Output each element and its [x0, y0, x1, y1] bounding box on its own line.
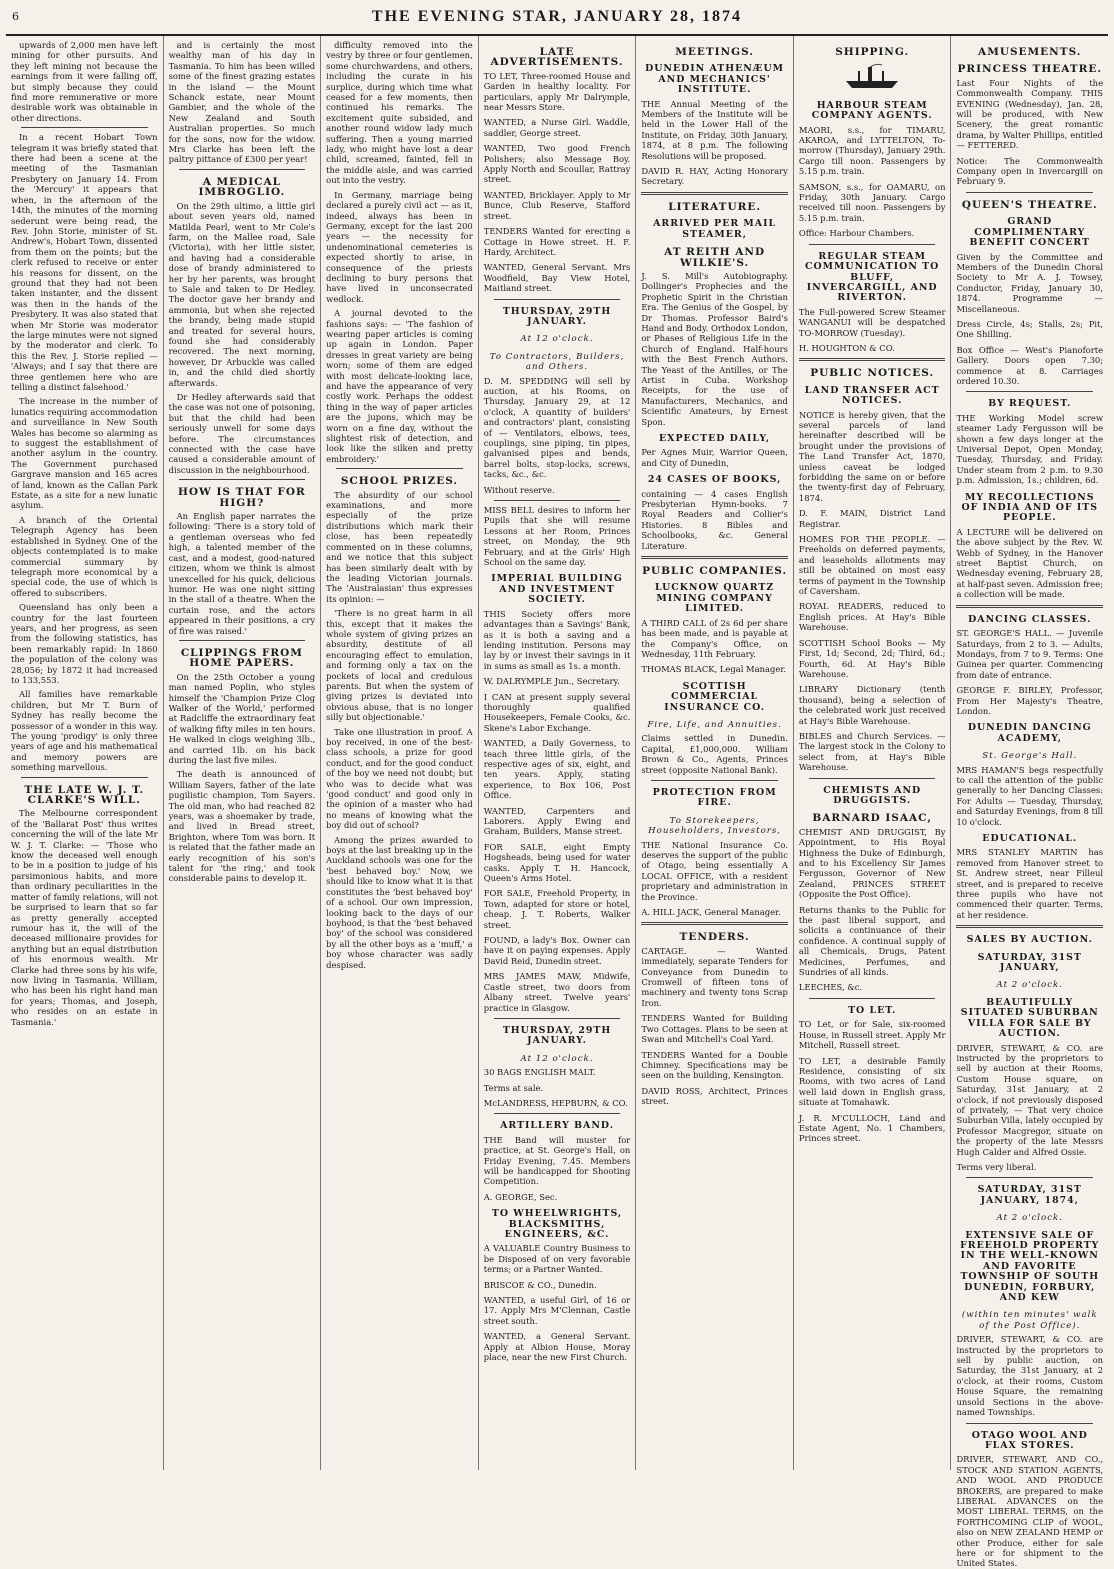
shipping-notice: The Full-powered Screw Steamer WANGANUI will be despatched TO-MORROW (Tuesday).	[798, 306, 946, 338]
section-heading: TENDERS.	[679, 931, 750, 944]
company-notice: Claims settled in Dunedin. Capital, £1,000,000. William Brown & Co., Agents, Princes street (opposite National Bank).	[641, 733, 788, 775]
article-text: and is certainly the most wealthy man of his day in Tasmania. To him has been willed some of the finest grazing estates in the island — the Mount Schanck estate, near Mount Gambier, and the whole of the New Zealand and South Australian properties. So much for the sons, now for the widow. Mrs Clarke has been left the paltry pittance of £300 per year!	[168, 40, 316, 165]
divider	[809, 778, 936, 779]
classified-ad: MRS JAMES MAW, Midwife, Castle street, two doors from Albany street. Twelve years' practice in Glasgow.	[483, 971, 631, 1013]
classified-ad: THIS Society offers more advantages than a Savings' Bank, as it is both a saving and a lending institution. Persons may lay by or invest their savings in it in sums as small as 1s. a month.	[483, 608, 631, 671]
article-text: All families have remarkable children, but Mr T. Burn of Sydney has really become the possessor of a wonder in this way. The young 'prodigy' is only three years of age and his mathematical and memory powers are something marvellous.	[11, 689, 158, 773]
section-heading: PUBLIC COMPANIES.	[642, 565, 788, 578]
newspaper-title: THE EVENING STAR, JANUARY 28, 1874	[371, 8, 743, 25]
article-text: An English paper narrates the following: 'There is a story told of a gentleman overseas who fed high, a talented member of the cast, and a modest, good-natured citizen, whom we think is almost unexcelled for his quick, delicious humor. He was one night sitting in the stall of a theatre. When the curtain rose, and the actors appeared in their positions, a cry of fire was raised.'	[168, 511, 316, 636]
education-notice: MRS STANLEY MARTIN has removed from Hanover street to St. Andrew street, near Filleul street, and is prepared to receive three pupils who have not commenced their quarter. Terms, at her residence.	[956, 847, 1104, 920]
classified-ad: WANTED, a Daily Governess, to teach three little girls, of the respective ages of six, eight, and ten years. Apply, stating experience, to Box 106, Post Office.	[483, 738, 631, 801]
ad-signature: THOMAS BLACK, Legal Manager.	[641, 664, 787, 675]
columns	[6, 36, 1108, 1569]
classified-ad: DRIVER, STEWART, AND CO., STOCK AND STATION AGENTS, AND WOOL AND PRODUCE BROKERS, are prepared to make LIBERAL ADVANCES on the MOST LIBERAL TERMS, on the FORTHCOMING CLIP of WOOL, also on NEW ZEALAND HEMP or other Produce, either for sale here or for shipment to the United States.	[956, 1454, 1104, 1569]
divider	[809, 244, 936, 245]
divider	[494, 299, 621, 300]
classified-ad: A VALUABLE Country Business to be Disposed of on very favorable terms; or a Partner Wanted.	[483, 1243, 631, 1275]
ad-signature: DAVID ROSS, Architect, Princes street.	[641, 1085, 788, 1107]
concert-notice: Given by the Committee and Members of the Dunedin Choral Society to Mr A. J. Towsey, Conductor, Friday, January 30, 1874. Programme — Miscellaneous.	[956, 251, 1104, 314]
article-text: 'There is no great harm in all this, except that it makes the whole system of giving prizes an absurdity, destitute of all encouraging effect to emulation, and forming only a tax on the pockets of local and credulous parents. But when the system of giving prizes is deviated into obvious abuse, that is no longer silly but objectionable.'	[326, 608, 473, 723]
ad-signature: A. HILL JACK, General Manager.	[641, 907, 781, 918]
section-heading: EDUCATIONAL.	[982, 833, 1078, 844]
ad-title: EXPECTED DAILY,	[659, 433, 771, 444]
classified-ad: WANTED, Two good French Polishers; also Message Boy. Apply North and Scoullar, Rattray street.	[483, 143, 631, 185]
article-text: Queensland has only been a country for the last fourteen years, and her progress, as seen from the following statistics, has been remarkably rapid: In 1860 the population of the colony was 28,056; by 1872 it had increased to 133,553.	[11, 602, 158, 685]
ad-title: SCOTTISH COMMERCIAL INSURANCE CO.	[664, 680, 765, 713]
auction-terms: Terms at sale.	[483, 1082, 544, 1093]
article-text: The absurdity of our school examinations, and more especially of the prize distributions which mark their close, has been repeatedly commented on in these columns, and we notice that this subject has been similarly dealt with by the leading Victorian journals. The 'Australasian' thus expresses its opinion: —	[326, 489, 473, 604]
ad-signature: W. DALRYMPLE Jun., Secretary.	[483, 676, 620, 687]
section-heading: LITERATURE.	[668, 200, 761, 213]
section-heading: SALES BY AUCTION.	[966, 934, 1093, 946]
classified-ad: TO Let, or for Sale, six-roomed House, in Russell street. Apply Mr Mitchell, Russell street.	[798, 1019, 946, 1051]
box-office-info: Box Office — West's Pianoforte Gallery. Doors open 7.30; commence at 8. Carriages ordered 10.30.	[956, 344, 1104, 386]
divider	[809, 998, 936, 999]
classified-ad: WANTED, Carpenters and Laborers. Apply Ewing and Graham, Builders, Manse street.	[483, 805, 631, 837]
ad-signature: DAVID R. HAY, Acting Honorary Secretary.	[641, 166, 788, 187]
masthead	[6, 0, 1108, 36]
divider	[21, 127, 148, 128]
divider	[336, 468, 463, 469]
chemist-name: BARNARD ISAAC,	[812, 812, 932, 825]
divider	[956, 925, 1103, 928]
ad-signature: J. R. M'CULLOCH, Land and Estate Agent, No. 1 Chambers, Princes street.	[798, 1112, 946, 1144]
auction-time: At 2 o'clock.	[996, 1213, 1063, 1224]
article-text: In Germany, marriage being declared a purely civil act — as it, indeed, always has been in Germany, except for the last 200 years — the necessity for undenominational cemeteries is expected shortly to arise, in consequence of the priests declining to bury persons that have lived in unconsecrated wedlock.	[326, 189, 473, 304]
ad-signature: D. F. MAIN, District Land Registrar.	[798, 508, 946, 529]
article-heading: HOW IS THAT FOR HIGH?	[177, 486, 306, 509]
article-text: Dr Hedley afterwards said that the case was not one of poisoning, but that the child had been seriously unwell for some days before. The circumstances connected with the case have caused a considerable amount of discussion in the neighbourhood.	[168, 392, 316, 475]
article-text: A journal devoted to the fashions says: — 'The fashion of wearing paper articles is coming up again in London. Paper dresses in great variety are being worn; some of them are edged with most delicate-looking lace, and have the appearance of very costly work. Perhaps the oddest thing in the way of paper articles are the jupons, which may be worn on a fine day, without the slightest risk of detection, and look like the silken and pretty embroidery.'	[326, 308, 473, 464]
auctioneer-name: McLANDRESS, HEPBURN, & CO.	[483, 1097, 628, 1108]
classified-ad: TO LET, Three-roomed House and Garden in healthy locality. For particulars, apply Mr Dalrymple, near Messrs Store.	[483, 70, 631, 113]
classified-ad: WANTED, a Nurse Girl. Waddle, saddler, George street.	[483, 117, 631, 138]
classified-ad: WANTED, a General Servant. Apply at Albion House, Moray place, near the new First Church.	[483, 1331, 631, 1363]
public-notice: LIBRARY Dictionary (tenth thousand), being a selection of the celebrated work just received at Hay's Bible Warehouse.	[798, 684, 946, 726]
ad-title: DUNEDIN ATHENÆUM AND MECHANICS' INSTITUTE.	[645, 63, 785, 96]
divider	[179, 640, 306, 641]
classified-ad: TENDERS Wanted for erecting a Cottage in Howe street. H. F. Hardy, Architect.	[483, 226, 631, 257]
divider	[966, 192, 1093, 193]
ad-subtitle: Fire, Life, and Annuities.	[647, 719, 782, 730]
article-heading: CLIPPINGS FROM HOME PAPERS.	[180, 646, 303, 670]
auction-time: At 12 o'clock.	[520, 334, 594, 345]
classified-ad: THE Band will muster for practice, at St. George's Hall, on Friday Evening, 7.45. Members will be handicapped for Shooting Competition.	[483, 1134, 631, 1187]
page-folio: 6	[12, 10, 19, 23]
auction-notice: D. M. SPEDDING will sell by auction, at his Rooms, on Thursday, January 29, at 12 o'clock, A quantity of builders' and contractors' plant, consisting of — Ventilators, elbows, tees, couplings, sine piping, tin pipes, galvanised pipes and bends, barrel bolts, stop-locks, screws, tacks, &c., &c.	[483, 375, 631, 480]
column-7	[950, 36, 1108, 1569]
article-text: Among the prizes awarded to boys at the last breaking up in the Auckland schools was one for the 'best behaved boy.' Now, we should like to know what it is that constitutes the 'best behaved boy' of a school. Our own impression, looking back to the days of our boyhood, is that the 'best behaved boy' of the school was considered by all the other boys as a 'muff,' a boy whose character was sadly despised.	[326, 834, 473, 970]
classified-ad: WANTED, General Servant. Mrs Woodfield, Bay View Hotel, Maitland street.	[483, 262, 631, 294]
public-notice: ROYAL READERS, reduced to English prices. At Hay's Bible Warehouse.	[798, 601, 946, 633]
divider	[966, 1177, 1093, 1178]
divider	[641, 192, 788, 195]
section-heading: ARTILLERY BAND.	[500, 1120, 614, 1132]
divider	[21, 777, 148, 778]
divider	[641, 556, 788, 559]
chemist-notice: Returns thanks to the Public for the past liberal support, and solicits a continuance of their confidence. A continual supply of all Chemicals, Drugs, Patent Medicines, Perfumes, and Sundries of all kinds.	[798, 904, 946, 978]
classified-ad: FOR SALE, Freehold Property, in Town, adapted for store or hotel, cheap. J. T. Roberts, Walker street.	[483, 888, 631, 930]
article-heading: THE LATE W. J. T. CLARKE'S WILL.	[24, 783, 145, 807]
company-notice: THE National Insurance Co. deserves the support of the public of Otago, being essentially A LOCAL OFFICE, with a resident proprietary and administration in the Province.	[641, 839, 788, 902]
shipping-notice: SAMSON, s.s., for OAMARU, on Friday, 30th January. Cargo received till noon. Passengers by 5.15 p.m. train.	[798, 181, 946, 223]
public-notice: HOMES FOR THE PEOPLE. — Freeholds on deferred payments, and leaseholds allotments may still be obtained on most easy terms of payment in the Township of Caversham.	[798, 534, 946, 597]
classified-ad: I CAN at present supply several thoroughly qualified Housekeepers, Female Cooks, &c. Skene's Labor Exchange.	[483, 691, 631, 733]
auction-notice: DRIVER, STEWART, & CO. are instructed by the proprietors to sell by auction at their Rooms, Custom House square, on Saturday, 31st January, at 2 o'clock, if not previously disposed of privately, — That very choice Suburban Villa, lately occupied by Professor Macgregor, situate on the property of the late Messrs Hugh Calder and Alfred Ossie.	[956, 1042, 1104, 1157]
public-notice: NOTICE is hereby given, that the several parcels of land hereinafter described will be brought under the provisions of The Land Transfer Act, 1870, unless caveat be lodged forbidding the same on or before the twenty-first day of February, 1874.	[798, 409, 946, 503]
auction-title: EXTENSIVE SALE OF FREEHOLD PROPERTY IN THE WELL-KNOWN AND FAVORITE TOWNSHIP OF SOUTH DUNEDIN, FORBURY, AND KEW	[960, 1229, 1100, 1304]
section-heading: IMPERIAL BUILDING AND INVESTMENT SOCIETY.	[491, 573, 623, 606]
auction-lot: 30 BAGS ENGLISH MALT.	[483, 1067, 596, 1078]
venue-name: PRINCESS THEATRE.	[957, 63, 1103, 76]
column-2	[163, 36, 321, 1470]
book-list: containing — 4 cases English Presbyterian Hymn-books. 7 Royal Readers and Collier's Histories. 8 Bibles and Schoolbooks, &c. General Literature.	[641, 488, 788, 551]
article-text: On the 25th October a young man named Poplin, who styles himself the 'Champion Prize Clog Walker of the World,' performed at Radcliffe the extraordinary feat of walking fifty miles in ten hours. He walked in clogs weighing 3lb., and carried 1lb. on his back during the last five miles.	[168, 671, 316, 765]
chemist-appointment: CHEMIST AND DRUGGIST, By Appointment, to His Royal Highness the Duke of Edinburgh, and to his Excellency Sir James Fergusson, Governor of New Zealand, PRINCES STREET (Opposite the Post Office).	[798, 826, 946, 900]
ad-title: LUCKNOW QUARTZ MINING COMPANY LIMITED.	[655, 582, 775, 615]
auction-subtitle: (within ten minutes' walk of the Post Office).	[961, 1310, 1098, 1331]
tender-notice: TENDERS Wanted for a Double Chimney. Specifications may be seen on the building, Kensington.	[641, 1049, 788, 1081]
steamship-icon	[799, 61, 946, 93]
shipping-notice: MAORI, s.s., for TIMARU, AKAROA, and LYTTELTON, To-morrow (Thursday), January 29th. Cargo till noon. Passengers by 5.15 p.m. train.	[798, 124, 946, 177]
public-notice: SCOTTISH School Books — My First, 1d; Second, 2d; Third, 6d.; Fourth, 6d. At Hay's Bible Warehouse.	[798, 637, 946, 679]
article-heading: SCHOOL PRIZES.	[340, 475, 459, 488]
meeting-notice: THE Annual Meeting of the Members of the Institute will be held in the Lower Hall of the Institute, on Friday, 30th January, 1874, at 8 p.m. The following Resolutions will be proposed.	[641, 98, 788, 161]
divider	[799, 358, 946, 361]
company-notice: A THIRD CALL of 2s 6d per share has been made, and is payable at the Company's Office, on Wednesday, 11th February.	[641, 617, 788, 659]
classified-ad: FOUND, a lady's Box. Owner can have it on paying expenses. Apply David Reid, Dunedin street.	[483, 935, 631, 966]
section-heading: CHEMISTS AND DRUGGISTS.	[823, 784, 922, 806]
ad-title: 24 CASES OF BOOKS,	[647, 474, 782, 486]
dancing-notice: ST. GEORGE'S HALL. — Juvenile Saturdays, from 2 to 3. — Adults, Mondays, from 7 to 9. Terms: One Guinea per quarter. Commencing from date of entrance.	[956, 628, 1104, 680]
classified-ad: FOR SALE, eight Empty Hogsheads, being used for water casks. Apply T. H. Hancock, Queen's Arms Hotel.	[483, 841, 631, 884]
classified-ad: TO LET, a desirable Family Residence, consisting of six Rooms, with two acres of Land well laid down in English grass, situate at Tomahawk.	[798, 1055, 946, 1108]
section-heading: TO LET.	[848, 1004, 897, 1016]
section-heading: PUBLIC NOTICES.	[810, 367, 935, 380]
ad-title: LAND TRANSFER ACT NOTICES.	[804, 384, 940, 407]
classified-ad: WANTED, a useful Girl, of 16 or 17. Apply Mrs M'Clennan, Castle street south.	[483, 1295, 631, 1326]
theatre-notice: Last Four Nights of the Commonwealth Company. THIS EVENING (Wednesday), Jan. 28, will be produced, with New Scenery, the great romantic drama, by Walter Phillips, entitled — FETTERED.	[956, 77, 1104, 151]
column-6	[793, 36, 951, 1470]
section-heading: DANCING CLASSES.	[968, 613, 1092, 625]
ad-subtitle: To Storekeepers, Householders, Investors,	[648, 815, 782, 837]
ad-title: ARRIVED PER MAIL STEAMER,	[653, 218, 777, 240]
article-text: upwards of 2,000 men have left mining for other pursuits. And they left mining not because the earnings from it were falling off, but simply because they could find more remunerative or more desirable work was obtainable in other directions.	[11, 40, 158, 123]
section-heading: MEETINGS.	[675, 46, 754, 58]
ad-title: DUNEDIN DANCING ACADEMY,	[967, 722, 1092, 744]
section-heading: LATE ADVERTISEMENTS.	[490, 46, 624, 69]
section-heading: PROTECTION FROM FIRE.	[652, 786, 777, 809]
article-heading: A MEDICAL IMBROGLIO.	[198, 175, 286, 199]
article-text: difficulty removed into the vestry by three or four gentlemen, some churchwardens, and others, including the curate in his surplice, during which time what ceased for a few moments, then continued his remarks. The excitement quite subsided, and another round widow lady much suffering. Then a young married lady, who might have lost a dear child, screamed, fainted, fell in the middle aisle, and was carried out into the vestry.	[326, 40, 473, 186]
auction-audience: To Contractors, Builders, and Others.	[489, 351, 625, 373]
article-text: On the 29th ultimo, a little girl about seven years old, named Matilda Pearl, went to Mr Cole's farm, on the Mallee road, Sale (Victoria), with her little sister, and having had a considerable dose of brandy administered to her by her parents, was brought to Sale and taken to Dr Hedley. The doctor gave her brandy and ammonia, but when she rejected the brandy, being made stupid and treated for several hours, found she had considerably recovered. The next morning, however, Dr Arbuckle was called in, and the child died shortly afterwards.	[168, 200, 316, 388]
book-list: J. S. Mill's Autobiography. Dollinger's Prophecies and the Prophetic Spirit in the Christian Era. The Genius of the Gospel, by Dr Thomas. Professor Baird's Hand and Body. Orthodox London, or Phases of Religious Life in the Church of England. Half-hours with the Best French Authors. The Yeast of the Antilles, or The Artist in Cuba. Workshop Receipts, for the use of Manufacturers, Mechanics, and Scientific Amateurs, by Ernest Spon.	[641, 270, 788, 427]
section-heading: SHIPPING.	[835, 46, 910, 58]
divider	[494, 500, 621, 501]
auction-terms: Terms very liberal.	[956, 1161, 1037, 1172]
exhibition-notice: THE Working Model screw steamer Lady Fergusson will be shown a few days longer at the Universal Depot, Open Monday, Tuesday, Thursday, and Friday. Under steam from 2 p.m. to 9.30 p.m. Admission, 1s.; children, 6d.	[956, 412, 1104, 486]
classified-ad: MISS BELL desires to inform her Pupils that she will resume Lessons at her Room, Princes street, on Monday, the 9th February, and at the Girls' High School on the same day.	[483, 505, 631, 568]
section-heading: AMUSEMENTS.	[978, 46, 1082, 58]
auction-title: BEAUTIFULLY SITUATED SUBURBAN VILLA FOR SALE BY AUCTION.	[960, 996, 1099, 1040]
dancing-notice: MRS HAMAN'S begs respectfully to call the attention of the public generally to her Dancing Classes: For Adults — Tuesday, Thursday, and Saturday Evenings, from 8 till 10 o'clock.	[956, 764, 1104, 827]
auction-notice: DRIVER, STEWART, & CO. are instructed by the proprietors to sell by public auction, on Saturday, the 31st January, at 2 o'clock, at their rooms, Custom House Square, the remaining unsold Sections in the above-named Townships.	[956, 1334, 1104, 1418]
divider	[651, 780, 778, 781]
divider	[494, 1113, 621, 1114]
article-text: In a recent Hobart Town telegram it was briefly stated that there had been a scene at the meeting of the Tasmanian Presbytery on January 14. From the 'Mercury' it appears that when, in the afternoon of the 14th, the minutes of the morning sederunt were being read, the Rev. John Storie, minister of St. Andrew's, Hobart Town, dissented from them on the points; but the clerk refused to receive or enter his reasons for dissent, on the ground that they had not been taken instanter, and the dissent was then in the hands of the Presbytery. It was also stated that when Mr Storie was moderator the large minutes were not signed by the moderator and clerk. To this the Rev. J. Storie replied — 'Always; and I say that there are three gentlemen here who are telling a distinct falsehood.'	[11, 132, 158, 392]
public-notice: BIBLES and Church Services. — The largest stock in the Colony to select from, at Hay's Bible Warehouse.	[798, 730, 946, 773]
ship-names: Per Agnes Muir, Warrior Queen, and City of Dunedin,	[641, 447, 788, 468]
ad-subtitle: St. George's Hall.	[982, 751, 1078, 762]
auction-terms: Without reserve.	[483, 484, 555, 495]
divider	[966, 391, 1093, 392]
divider	[179, 169, 306, 170]
ad-signature: Office: Harbour Chambers.	[798, 228, 915, 239]
column-3	[320, 36, 478, 1470]
auction-date: THURSDAY, 29TH JANUARY.	[502, 305, 612, 327]
classified-ad: WANTED, Bricklayer. Apply to Mr Bunce, Club Reserve, Stafford street.	[483, 189, 631, 221]
divider	[641, 922, 788, 925]
divider	[966, 1423, 1093, 1424]
tender-notice: TENDERS Wanted for Building Two Cottages. Plans to be seen at Swan and Mitchell's Coal Yard.	[641, 1013, 788, 1045]
article-text: Take one illustration in proof. A boy received, in one of the best-class schools, a prize for good conduct, and for the good conduct of the boy we need not doubt; but who was to decide what was 'good conduct' and good only in the opinion of a master who had no means of knowing what the boy did out of school?	[326, 726, 473, 831]
divider	[956, 605, 1103, 608]
venue-name: QUEEN'S THEATRE.	[961, 198, 1098, 211]
ad-signature: BRISCOE & CO., Dunedin.	[483, 1279, 597, 1290]
auction-date: SATURDAY, 31ST JANUARY, 1874,	[977, 1184, 1082, 1206]
ad-signature: GEORGE F. BIRLEY, Professor, From Her Majesty's Theatre, London.	[956, 685, 1104, 716]
ad-signature: H. HOUGHTON & CO.	[798, 342, 895, 353]
column-1	[6, 36, 163, 1470]
ad-title: MY RECOLLECTIONS OF INDIA AND OF ITS PEOPLE.	[961, 491, 1099, 524]
auction-date: SATURDAY, 31ST JANUARY,	[977, 951, 1082, 974]
article-text: A branch of the Oriental Telegraph Agency has been established in Sydney. One of the objects contemplated is to make commercial summary by telegraph more economical by a special code, the use of which is offered to subscribers.	[11, 514, 158, 598]
auction-date: THURSDAY, 29TH JANUARY.	[502, 1024, 612, 1047]
ticket-prices: Dress Circle, 4s; Stalls, 2s; Pit, One Shilling.	[956, 318, 1104, 340]
ad-title: HARBOUR STEAM COMPANY AGENTS.	[811, 99, 933, 122]
lecture-notice: A LECTURE will be delivered on the above subject by the Rev. W. Webb of Sydney, in the Hanover street Baptist Church, on Wednesday evening, February 28, at half-past seven. Admission free; a collection will be made.	[956, 526, 1104, 600]
auction-time: At 12 o'clock.	[520, 1053, 594, 1064]
article-text: The death is announced of William Sayers, father of the late pugilistic champion, Tom Sayers. The old man, who had reached 82 years, was a shoemaker by trade, and lived in Bread street, Brighton, where Tom was born. It is related that the father made an early recognition of his son's talent for 'the ring,' and took considerable pains to develop it.	[168, 769, 316, 884]
theatre-notice: Notice: The Commonwealth Company open in Invercargill on February 9.	[956, 155, 1104, 187]
tender-notice: CARTAGE. — Wanted immediately, separate Tenders for Conveyance from Dunedin to Cromwell of fifteen tons of machinery and twenty tons Scrap Iron.	[641, 945, 788, 1008]
column-4	[478, 36, 636, 1470]
ad-signature: A. GEORGE, Sec.	[483, 1191, 558, 1202]
section-heading: TO WHEELWRIGHTS, BLACKSMITHS, ENGINEERS, &C.	[491, 1208, 623, 1240]
article-text: The increase in the number of lunatics requiring accommodation and surveillance in New South Wales has become so alarming as to suggest the establishment of another asylum in the country. The Government purchased Gargrave mansion and 165 acres of land, known as the Callan Park Estate, as a site for a new lunatic asylum.	[11, 396, 158, 511]
article-text: The Melbourne correspondent of the 'Ballarat Post' thus writes concerning the will of the late Mr W. J. T. Clarke: — 'Those who know the deceased well enough to be in a position to judge of his parsimonious habits, and more than ordinary peculiarities in the matter of family relations, will not be surprised to learn that so far as pretty generally accepted rumour has it, the will of the deceased millionaire provides for anything but an equal distribution of his enormous wealth. Mr Clarke had three sons by his wife, now living in Tasmania. William, who has been his right hand man for years; Thomas, and Joseph, who resides on an estate in Tasmania.'	[11, 808, 158, 1027]
bookseller-name: AT REITH AND WILKIE'S.	[664, 246, 766, 269]
ad-title: BY REQUEST.	[988, 398, 1072, 410]
ad-subtitle: GRAND COMPLIMENTARY BENEFIT CONCERT	[969, 216, 1090, 249]
section-heading: OTAGO WOOL AND FLAX STORES.	[971, 1429, 1088, 1451]
column-5	[635, 36, 793, 1470]
auction-time: At 2 o'clock.	[996, 980, 1063, 991]
divider	[179, 479, 306, 480]
divider	[494, 1018, 621, 1019]
ad-title: REGULAR STEAM COMMUNICATION TO BLUFF, INVERCARGILL, AND RIVERTON.	[805, 250, 940, 304]
ad-signature: LEECHES, &c.	[798, 982, 863, 993]
